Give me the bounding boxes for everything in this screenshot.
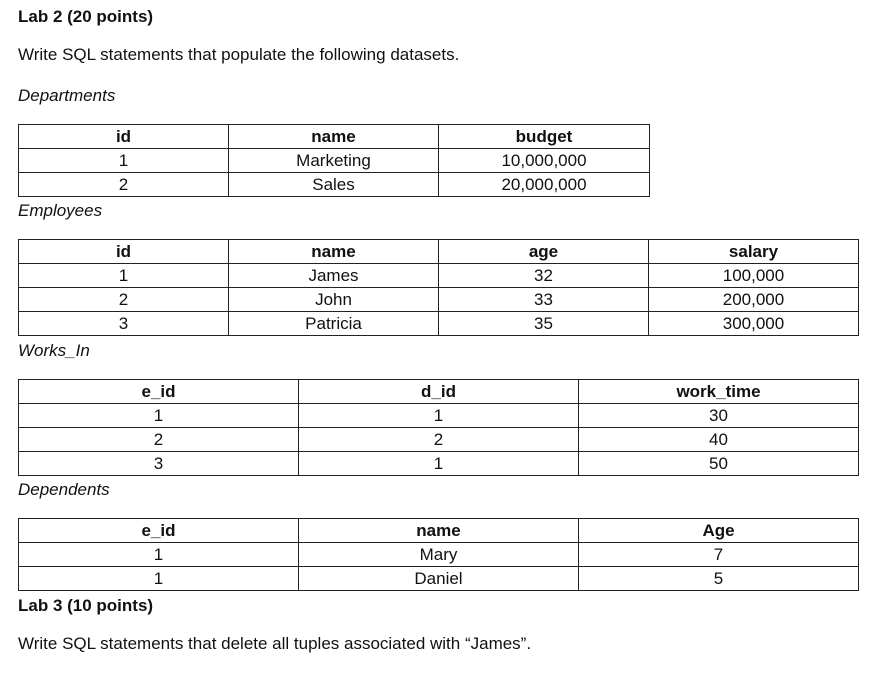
employees-table [18,239,859,336]
table-cell: 3 [19,452,299,476]
column-header: id [19,240,229,264]
table-cell: 32 [439,264,649,288]
table-cell: 5 [579,567,859,591]
table-header-row [19,125,650,149]
table-cell: 100,000 [649,264,859,288]
column-header: id [19,125,229,149]
table-cell: Marketing [229,149,439,173]
table-cell: 1 [19,149,229,173]
column-header: age [439,240,649,264]
lab3-title: Lab 3 (10 points) [18,596,154,615]
column-header: e_id [19,519,299,543]
table-row [19,288,859,312]
column-header: salary [649,240,859,264]
table-cell: Mary [299,543,579,567]
table-cell: Patricia [229,312,439,336]
table-cell: 1 [19,543,299,567]
dependents-table [18,518,859,591]
table-cell: 3 [19,312,229,336]
lab2-title: Lab 2 (20 points) [18,7,154,26]
table-cell: 300,000 [649,312,859,336]
table-cell: 2 [19,288,229,312]
table-row [19,312,859,336]
table-cell: 200,000 [649,288,859,312]
table-cell: John [229,288,439,312]
table-row [19,567,859,591]
table-header-row [19,519,859,543]
departments-table [18,124,650,197]
table-cell: 33 [439,288,649,312]
column-header: Age [579,519,859,543]
table-cell: 2 [299,428,579,452]
works-in-caption: Works_In [18,341,90,360]
column-header: name [299,519,579,543]
column-header: e_id [19,380,299,404]
table-cell: 10,000,000 [439,149,650,173]
table-row [19,428,859,452]
table-cell: 1 [19,404,299,428]
departments-caption: Departments [18,86,116,105]
table-cell: 35 [439,312,649,336]
works-in-table [18,379,859,476]
table-cell: 2 [19,428,299,452]
table-cell: 2 [19,173,229,197]
table-header-row [19,240,859,264]
column-header: name [229,240,439,264]
table-row [19,149,650,173]
table-cell: 50 [579,452,859,476]
column-header: work_time [579,380,859,404]
table-row [19,404,859,428]
table-cell: Sales [229,173,439,197]
table-row [19,264,859,288]
column-header: name [229,125,439,149]
table-cell: 20,000,000 [439,173,650,197]
dependents-caption: Dependents [18,480,110,499]
column-header: d_id [299,380,579,404]
table-cell: 7 [579,543,859,567]
table-row [19,452,859,476]
table-cell: 1 [299,452,579,476]
table-row [19,173,650,197]
table-cell: 40 [579,428,859,452]
table-row [19,543,859,567]
table-cell: 30 [579,404,859,428]
lab3-instruction: Write SQL statements that delete all tuples associated with “James”. [18,634,532,653]
lab2-instruction: Write SQL statements that populate the following datasets. [18,45,460,64]
table-cell: 1 [19,264,229,288]
table-header-row [19,380,859,404]
table-cell: 1 [19,567,299,591]
table-cell: James [229,264,439,288]
column-header: budget [439,125,650,149]
table-cell: 1 [299,404,579,428]
table-cell: Daniel [299,567,579,591]
employees-caption: Employees [18,201,103,220]
